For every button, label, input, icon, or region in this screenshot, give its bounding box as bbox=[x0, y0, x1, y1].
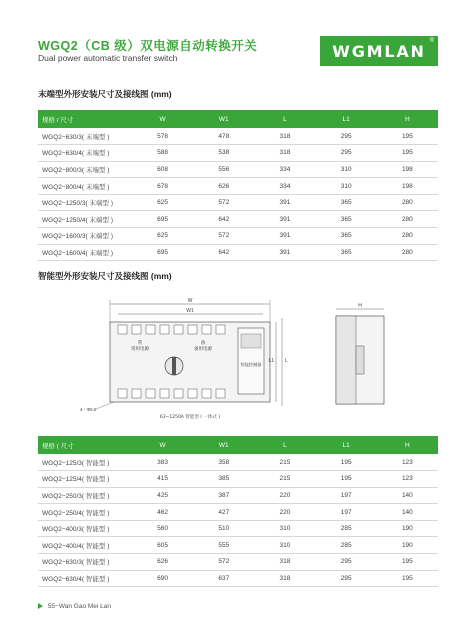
dimension-cell: 695 bbox=[132, 211, 193, 228]
dimension-cell: 425 bbox=[132, 487, 193, 504]
table-header-row bbox=[38, 110, 438, 128]
dimension-cell: 190 bbox=[377, 537, 438, 554]
table-row bbox=[38, 161, 438, 178]
brand-logo bbox=[320, 36, 438, 66]
installation-diagram bbox=[38, 294, 438, 422]
dimension-cell: 140 bbox=[377, 504, 438, 521]
model-cell: WGQ2−630/3( 末端型 ) bbox=[38, 128, 132, 145]
column-header: W bbox=[132, 110, 193, 128]
dimension-cell: 588 bbox=[132, 145, 193, 162]
column-header: L bbox=[254, 436, 315, 454]
model-cell: WGQ2−250/4( 智能型 ) bbox=[38, 504, 132, 521]
dimension-cell: 318 bbox=[254, 145, 315, 162]
table-row bbox=[38, 244, 438, 261]
table-row bbox=[38, 570, 438, 587]
dimension-cell: 220 bbox=[254, 487, 315, 504]
dimension-cell: 625 bbox=[132, 194, 193, 211]
dimension-cell: 572 bbox=[193, 194, 254, 211]
dimension-cell: 578 bbox=[132, 128, 193, 145]
dimension-cell: 295 bbox=[316, 145, 377, 162]
dimension-cell: 642 bbox=[193, 244, 254, 261]
label-mounting-holes: 4 - Φ6.5 bbox=[80, 407, 97, 412]
table-row bbox=[38, 487, 438, 504]
dimension-cell: 556 bbox=[193, 161, 254, 178]
dimension-cell: 195 bbox=[377, 145, 438, 162]
dimension-cell: 642 bbox=[193, 211, 254, 228]
column-header: W bbox=[132, 436, 193, 454]
dimension-cell: 510 bbox=[193, 520, 254, 537]
dimension-cell: 387 bbox=[193, 487, 254, 504]
table-header-row bbox=[38, 436, 438, 454]
dimension-cell: 358 bbox=[193, 454, 254, 471]
model-cell: WGQ2−1600/4( 末端型 ) bbox=[38, 244, 132, 261]
dimension-cell: 295 bbox=[316, 570, 377, 587]
dimension-cell: 365 bbox=[316, 211, 377, 228]
table-row bbox=[38, 554, 438, 571]
dimension-cell: 383 bbox=[132, 454, 193, 471]
column-header: 规格 / 尺寸 bbox=[38, 110, 132, 128]
dimension-cell: 198 bbox=[377, 161, 438, 178]
dimension-cell: 385 bbox=[193, 471, 254, 488]
dimension-cell: 365 bbox=[316, 194, 377, 211]
column-header: H bbox=[377, 436, 438, 454]
footer-text: 55−Wan Gao Mei Lan bbox=[47, 603, 111, 610]
dim-label-l1: L1 bbox=[268, 358, 274, 364]
terminal bbox=[216, 325, 225, 334]
dimension-cell: 190 bbox=[377, 520, 438, 537]
terminal bbox=[118, 389, 127, 398]
table-row bbox=[38, 228, 438, 245]
dimension-cell: 280 bbox=[377, 228, 438, 245]
dimension-cell: 391 bbox=[254, 244, 315, 261]
model-cell: WGQ2−1250/3( 末端型 ) bbox=[38, 194, 132, 211]
terminal bbox=[188, 389, 197, 398]
dimension-cell: 391 bbox=[254, 211, 315, 228]
label-controller: 智能控制器 bbox=[240, 362, 262, 367]
dimension-cell: 391 bbox=[254, 228, 315, 245]
dimension-cell: 280 bbox=[377, 244, 438, 261]
holes-leader bbox=[96, 402, 114, 409]
dimension-cell: 197 bbox=[316, 487, 377, 504]
dimension-cell: 608 bbox=[132, 161, 193, 178]
column-header: L1 bbox=[316, 110, 377, 128]
dimension-cell: 197 bbox=[316, 504, 377, 521]
model-cell: WGQ2−400/4( 智能型 ) bbox=[38, 537, 132, 554]
dimension-cell: 195 bbox=[377, 570, 438, 587]
model-cell: WGQ2−630/3( 智能型 ) bbox=[38, 554, 132, 571]
page-footer bbox=[38, 603, 111, 610]
dimension-cell: 391 bbox=[254, 194, 315, 211]
table-row bbox=[38, 211, 438, 228]
table-row bbox=[38, 504, 438, 521]
page-header bbox=[38, 30, 438, 70]
page-title: WGQ2（CB 级）双电源自动转换开关 bbox=[38, 39, 258, 53]
column-header: 规格 ( 尺寸 bbox=[38, 436, 132, 454]
terminal bbox=[118, 325, 127, 334]
dimension-cell: 690 bbox=[132, 570, 193, 587]
model-cell: WGQ2−630/4( 末端型 ) bbox=[38, 145, 132, 162]
table-row bbox=[38, 128, 438, 145]
model-cell: WGQ2−1250/4( 末端型 ) bbox=[38, 211, 132, 228]
model-cell: WGQ2−630/4( 智能型 ) bbox=[38, 570, 132, 587]
model-cell: WGQ2−125/3( 智能型 ) bbox=[38, 454, 132, 471]
dimension-cell: 625 bbox=[132, 228, 193, 245]
terminal bbox=[174, 325, 183, 334]
brand-logo-text: WGMLAN bbox=[332, 42, 426, 61]
spec-table-smart bbox=[38, 436, 438, 587]
section-title-smart: 智能型外形安装尺寸及接线图 (mm) bbox=[38, 271, 172, 281]
dimension-cell: 462 bbox=[132, 504, 193, 521]
terminal bbox=[160, 325, 169, 334]
dimension-cell: 310 bbox=[316, 178, 377, 195]
dimension-cell: 427 bbox=[193, 504, 254, 521]
registered-mark: ® bbox=[429, 38, 434, 44]
side-view-handle bbox=[356, 346, 364, 374]
column-header: L1 bbox=[316, 436, 377, 454]
page-subtitle: Dual power automatic transfer switch bbox=[38, 53, 178, 63]
diagram-caption: 63~1250A 智能型 ( 一体式 ) bbox=[159, 415, 221, 420]
dimension-cell: 280 bbox=[377, 194, 438, 211]
dim-label-h: H bbox=[358, 303, 362, 309]
dimension-cell: 123 bbox=[377, 454, 438, 471]
model-cell: WGQ2−800/4( 末端型 ) bbox=[38, 178, 132, 195]
dimension-cell: 334 bbox=[254, 178, 315, 195]
dimension-cell: 318 bbox=[254, 570, 315, 587]
dimension-cell: 555 bbox=[193, 537, 254, 554]
dim-label-w: W bbox=[187, 298, 193, 304]
table-row bbox=[38, 454, 438, 471]
dimension-cell: 695 bbox=[132, 244, 193, 261]
dimension-cell: 626 bbox=[132, 554, 193, 571]
terminal bbox=[188, 325, 197, 334]
model-cell: WGQ2−1600/3( 末端型 ) bbox=[38, 228, 132, 245]
dimension-cell: 572 bbox=[193, 554, 254, 571]
dimension-cell: 318 bbox=[254, 554, 315, 571]
dimension-cell: 365 bbox=[316, 228, 377, 245]
dimension-cell: 195 bbox=[316, 471, 377, 488]
label-backup-source: 备用电源 bbox=[194, 347, 212, 352]
terminal bbox=[146, 325, 155, 334]
terminal bbox=[132, 325, 141, 334]
dimension-cell: 285 bbox=[316, 520, 377, 537]
dimension-cell: 560 bbox=[132, 520, 193, 537]
table-row bbox=[38, 537, 438, 554]
terminal bbox=[132, 389, 141, 398]
dimension-cell: 318 bbox=[254, 128, 315, 145]
terminal bbox=[216, 389, 225, 398]
column-header: W1 bbox=[193, 110, 254, 128]
model-cell: WGQ2−400/3( 智能型 ) bbox=[38, 520, 132, 537]
dimension-cell: 295 bbox=[316, 554, 377, 571]
dim-label-w1: W1 bbox=[186, 308, 194, 314]
model-cell: WGQ2−250/3( 智能型 ) bbox=[38, 487, 132, 504]
dimension-cell: 538 bbox=[193, 145, 254, 162]
column-header: W1 bbox=[193, 436, 254, 454]
table-row bbox=[38, 471, 438, 488]
label-backup-short: 备 bbox=[200, 341, 206, 346]
dimension-cell: 637 bbox=[193, 570, 254, 587]
dimension-cell: 285 bbox=[316, 537, 377, 554]
model-cell: WGQ2−800/3( 末端型 ) bbox=[38, 161, 132, 178]
dimension-cell: 572 bbox=[193, 228, 254, 245]
dimension-cell: 478 bbox=[193, 128, 254, 145]
column-header: H bbox=[377, 110, 438, 128]
handle-lever bbox=[172, 357, 176, 375]
table-row bbox=[38, 145, 438, 162]
spec-table-terminal bbox=[38, 110, 438, 261]
dimension-cell: 605 bbox=[132, 537, 193, 554]
dimension-cell: 195 bbox=[316, 454, 377, 471]
dim-label-l: L bbox=[285, 358, 288, 364]
terminal bbox=[146, 389, 155, 398]
dimension-cell: 295 bbox=[316, 128, 377, 145]
model-cell: WGQ2−125/4( 智能型 ) bbox=[38, 471, 132, 488]
footer-arrow-icon bbox=[38, 603, 43, 609]
dimension-cell: 334 bbox=[254, 161, 315, 178]
column-header: L bbox=[254, 110, 315, 128]
label-common-source: 常用电源 bbox=[131, 347, 149, 352]
dimension-cell: 140 bbox=[377, 487, 438, 504]
controller-display bbox=[241, 334, 261, 348]
table-row bbox=[38, 520, 438, 537]
diagram-svg bbox=[38, 294, 438, 422]
dimension-cell: 365 bbox=[316, 244, 377, 261]
dimension-cell: 310 bbox=[254, 537, 315, 554]
table-row bbox=[38, 194, 438, 211]
dimension-cell: 310 bbox=[254, 520, 315, 537]
dimension-cell: 310 bbox=[316, 161, 377, 178]
section-title-terminal: 末端型外形安装尺寸及接线图 (mm) bbox=[38, 89, 172, 99]
side-view-base bbox=[336, 316, 356, 404]
terminal bbox=[202, 389, 211, 398]
dimension-cell: 678 bbox=[132, 178, 193, 195]
dimension-cell: 195 bbox=[377, 554, 438, 571]
table-row bbox=[38, 178, 438, 195]
dimension-cell: 220 bbox=[254, 504, 315, 521]
dimension-cell: 280 bbox=[377, 211, 438, 228]
terminal bbox=[202, 325, 211, 334]
dimension-cell: 123 bbox=[377, 471, 438, 488]
dimension-cell: 415 bbox=[132, 471, 193, 488]
dimension-cell: 215 bbox=[254, 471, 315, 488]
terminal bbox=[174, 389, 183, 398]
dimension-cell: 198 bbox=[377, 178, 438, 195]
dimension-cell: 195 bbox=[377, 128, 438, 145]
dimension-cell: 215 bbox=[254, 454, 315, 471]
terminal bbox=[160, 389, 169, 398]
dimension-cell: 626 bbox=[193, 178, 254, 195]
label-common-short: 常 bbox=[137, 341, 143, 346]
